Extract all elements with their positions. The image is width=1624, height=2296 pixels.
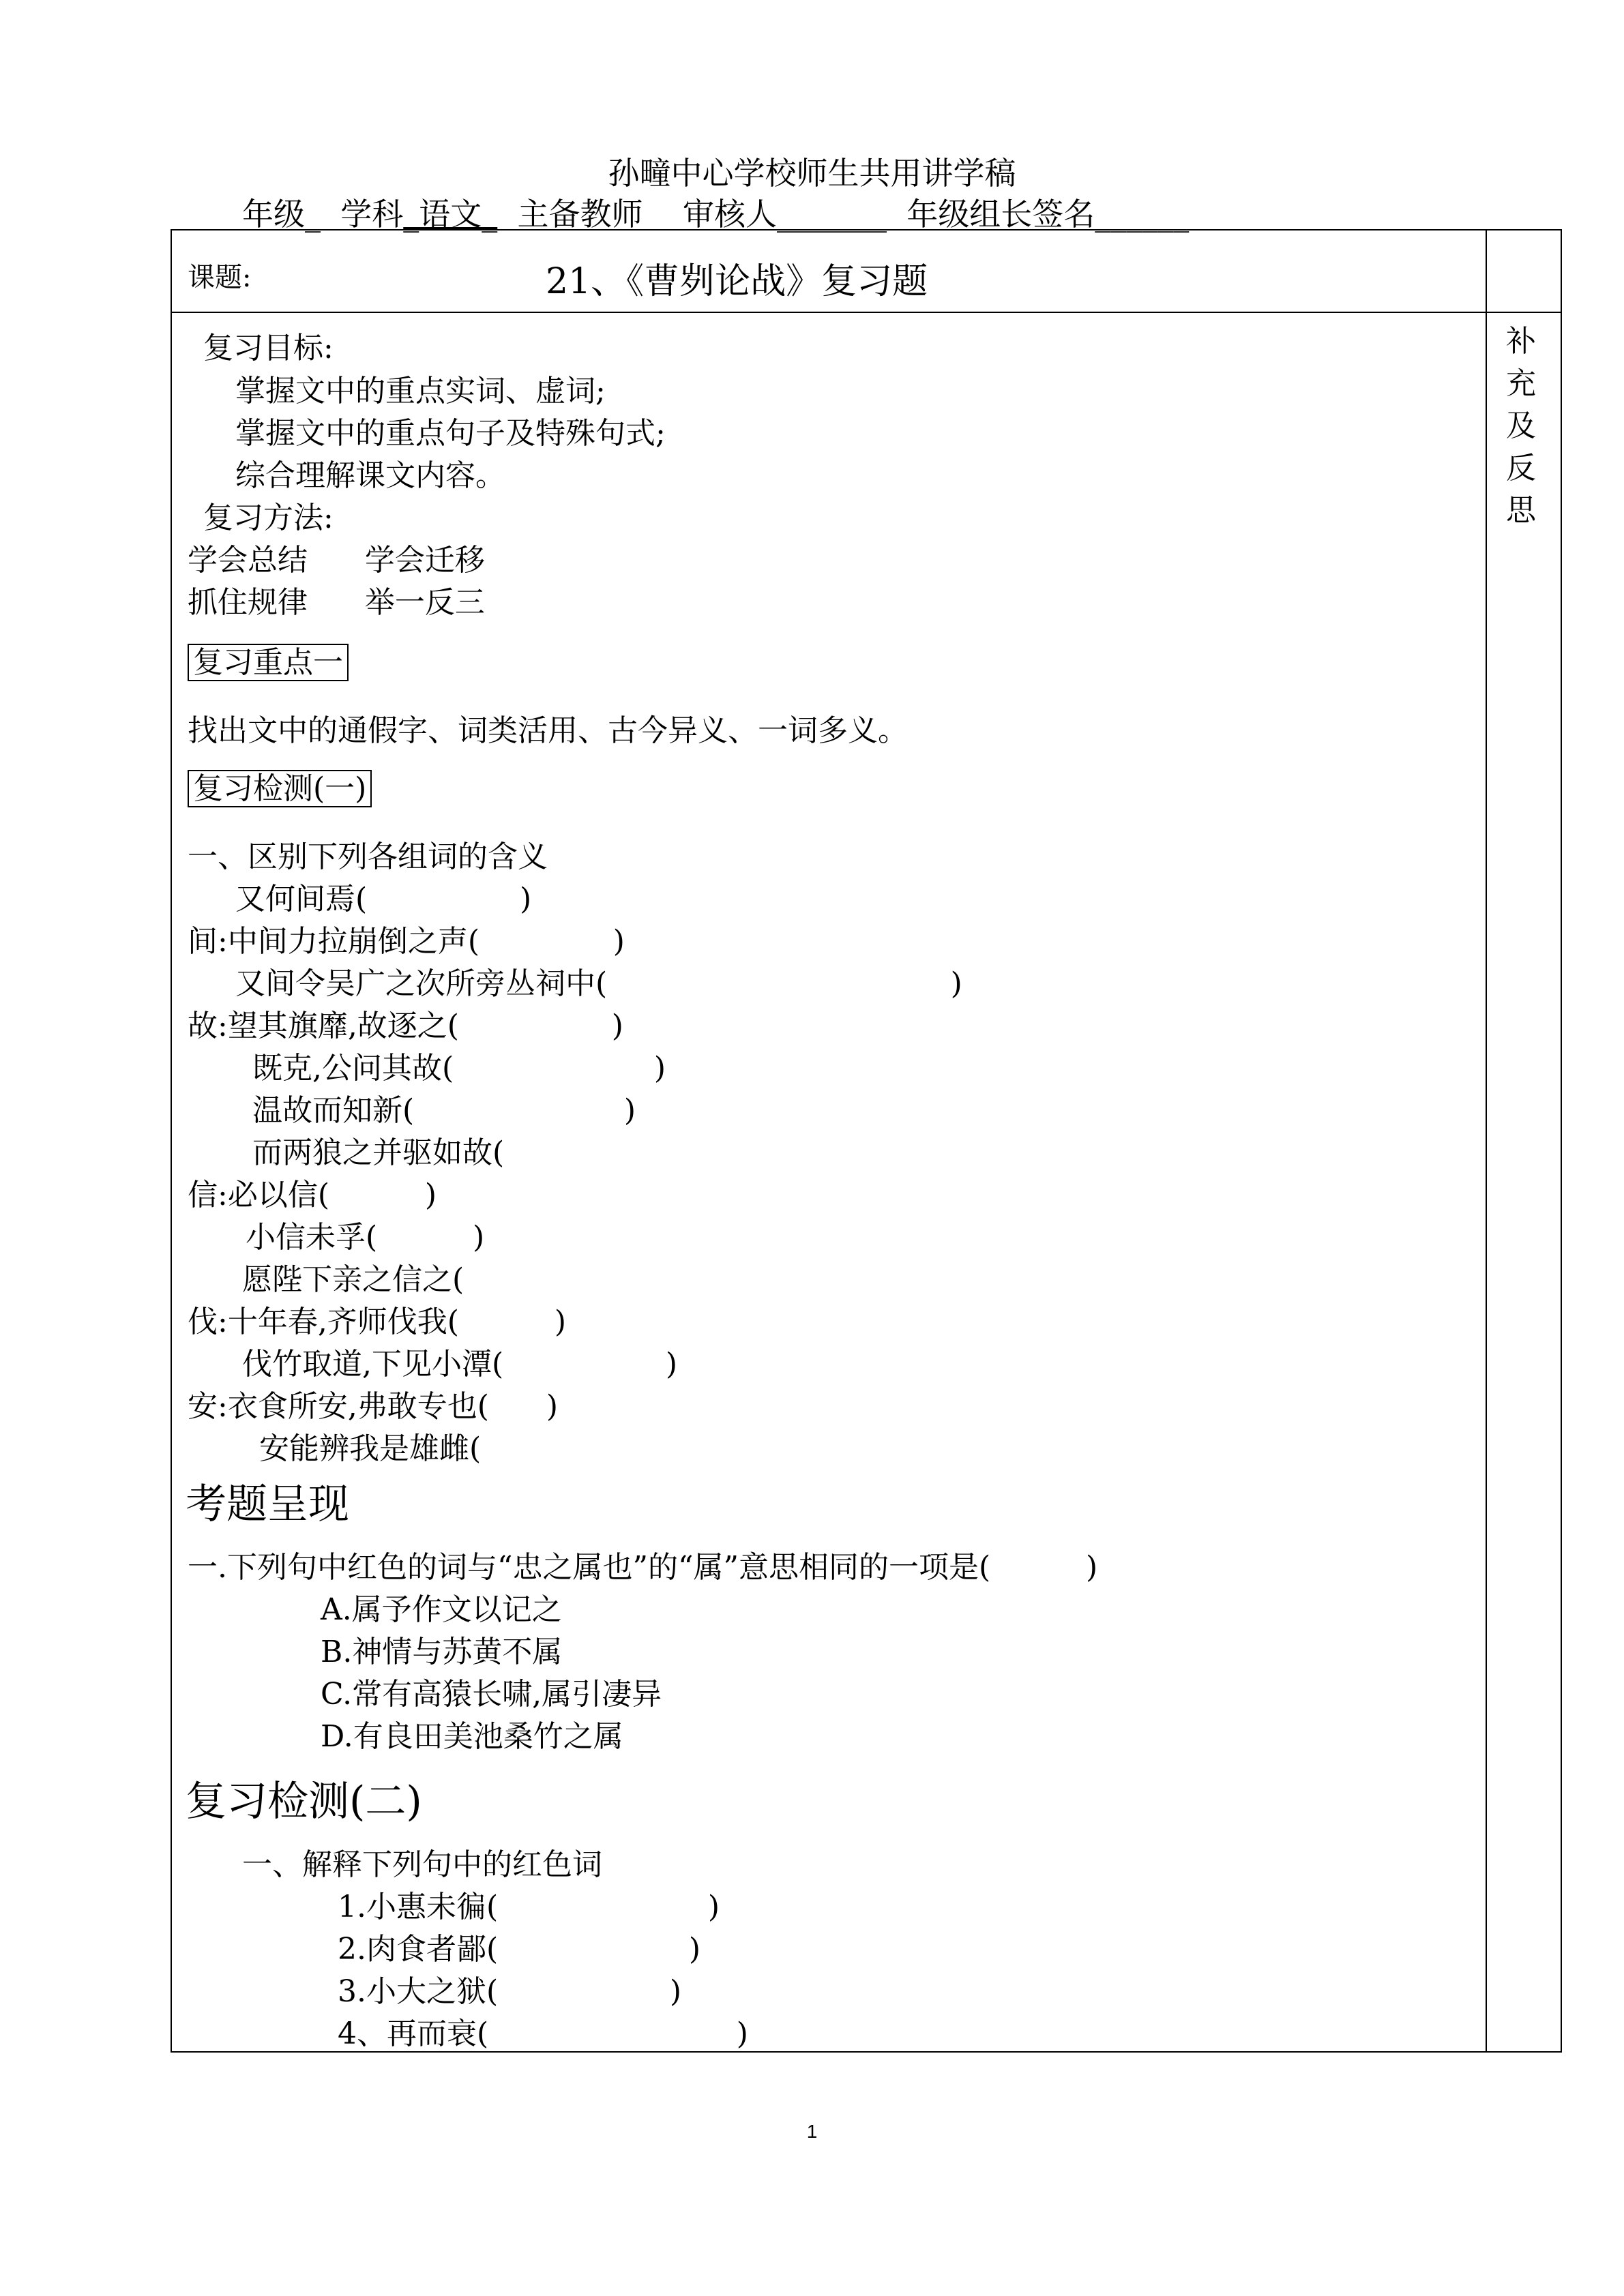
grade-label: 年级_ — [242, 196, 321, 233]
question-item: 温故而知新( ) — [252, 1093, 636, 1128]
question-item: 信:必以信( ) — [188, 1178, 437, 1212]
test-two-item: 1.小惠未徧( ) — [338, 1890, 720, 1924]
method-item: 学会总结 学会迁移 — [188, 543, 485, 578]
question-item: 安能辨我是雄雌( — [259, 1431, 482, 1466]
goal-item: 掌握文中的重点实词、虚词; — [235, 374, 606, 408]
document-title: 孙疃中心学校师生共用讲学稿 — [608, 155, 1016, 192]
exam-option: A.属予作文以记之 — [321, 1592, 562, 1627]
document-subheader — [242, 190, 1189, 235]
goals-heading: 复习目标: — [203, 331, 334, 366]
topic-title: 21、《曹刿论战》复习题 — [546, 261, 928, 302]
exam-option: B.神情与苏黄不属 — [321, 1635, 563, 1669]
test-two-item: 4、再而衰( ) — [338, 2016, 748, 2051]
question-item: 故:望其旗靡,故逐之( ) — [188, 1009, 623, 1043]
test-two-item: 2.肉食者鄙( ) — [338, 1932, 701, 1967]
question-item: 又间令吴广之次所旁丛祠中( ) — [235, 966, 962, 1001]
table-row-divider — [171, 312, 1562, 313]
focus-one-label: 复习重点一 — [188, 644, 349, 681]
question-item: 愿陛下亲之信之( — [242, 1262, 464, 1297]
reviewer-label: 审核人_______ — [683, 196, 887, 233]
topic-label: 课题: — [188, 262, 252, 293]
teacher-label: 主备教师 — [517, 196, 643, 233]
question-item: 而两狼之并驱如故( — [252, 1135, 505, 1170]
focus-one-text: 找出文中的通假字、词类活用、古今异义、一词多义。 — [188, 713, 908, 748]
test-two-heading: 复习检测(二) — [186, 1778, 422, 1825]
goal-item: 掌握文中的重点句子及特殊句式; — [235, 416, 666, 451]
exam-option: C.常有高猿长啸,属引凄异 — [321, 1677, 662, 1712]
method-item: 抓住规律 举一反三 — [188, 585, 485, 620]
exam-heading: 考题呈现 — [186, 1480, 349, 1528]
leader-signature-label: 年级组长签名______ — [906, 196, 1190, 233]
question-item: 安:衣食所安,弗敢专也( ) — [188, 1389, 559, 1424]
question-item: 伐竹取道,下见小潭( ) — [242, 1347, 678, 1382]
method-heading: 复习方法: — [203, 501, 334, 535]
question-item: 伐:十年春,齐师伐我( ) — [188, 1304, 567, 1339]
question-item: 又何间焉( ) — [235, 882, 532, 916]
test-two-item: 3.小大之狱( ) — [338, 1974, 682, 2009]
question-item: 小信未孚( ) — [246, 1220, 485, 1255]
subject-label: 学科 — [340, 196, 404, 233]
test-one-label: 复习检测(一) — [188, 770, 372, 807]
page-number: 1 — [806, 2121, 818, 2142]
exam-question: 一.下列句中红色的词与“忠之属也”的“属”意思相同的一项是( ) — [188, 1550, 1098, 1585]
question-item: 间:中间力拉崩倒之声( ) — [188, 924, 625, 959]
table-column-divider — [1486, 229, 1487, 2053]
goal-item: 综合理解课文内容。 — [235, 458, 505, 493]
question-item: 既克,公问其故( ) — [252, 1051, 666, 1086]
subject-value: _语文_ — [403, 196, 498, 233]
exam-option: D.有良田美池桑竹之属 — [321, 1719, 623, 1754]
reflection-column-label: 补充及反思 — [1506, 324, 1536, 528]
test-two-subheading: 一、解释下列句中的红色词 — [242, 1847, 602, 1882]
question-one-heading: 一、区别下列各组词的含义 — [188, 839, 548, 874]
